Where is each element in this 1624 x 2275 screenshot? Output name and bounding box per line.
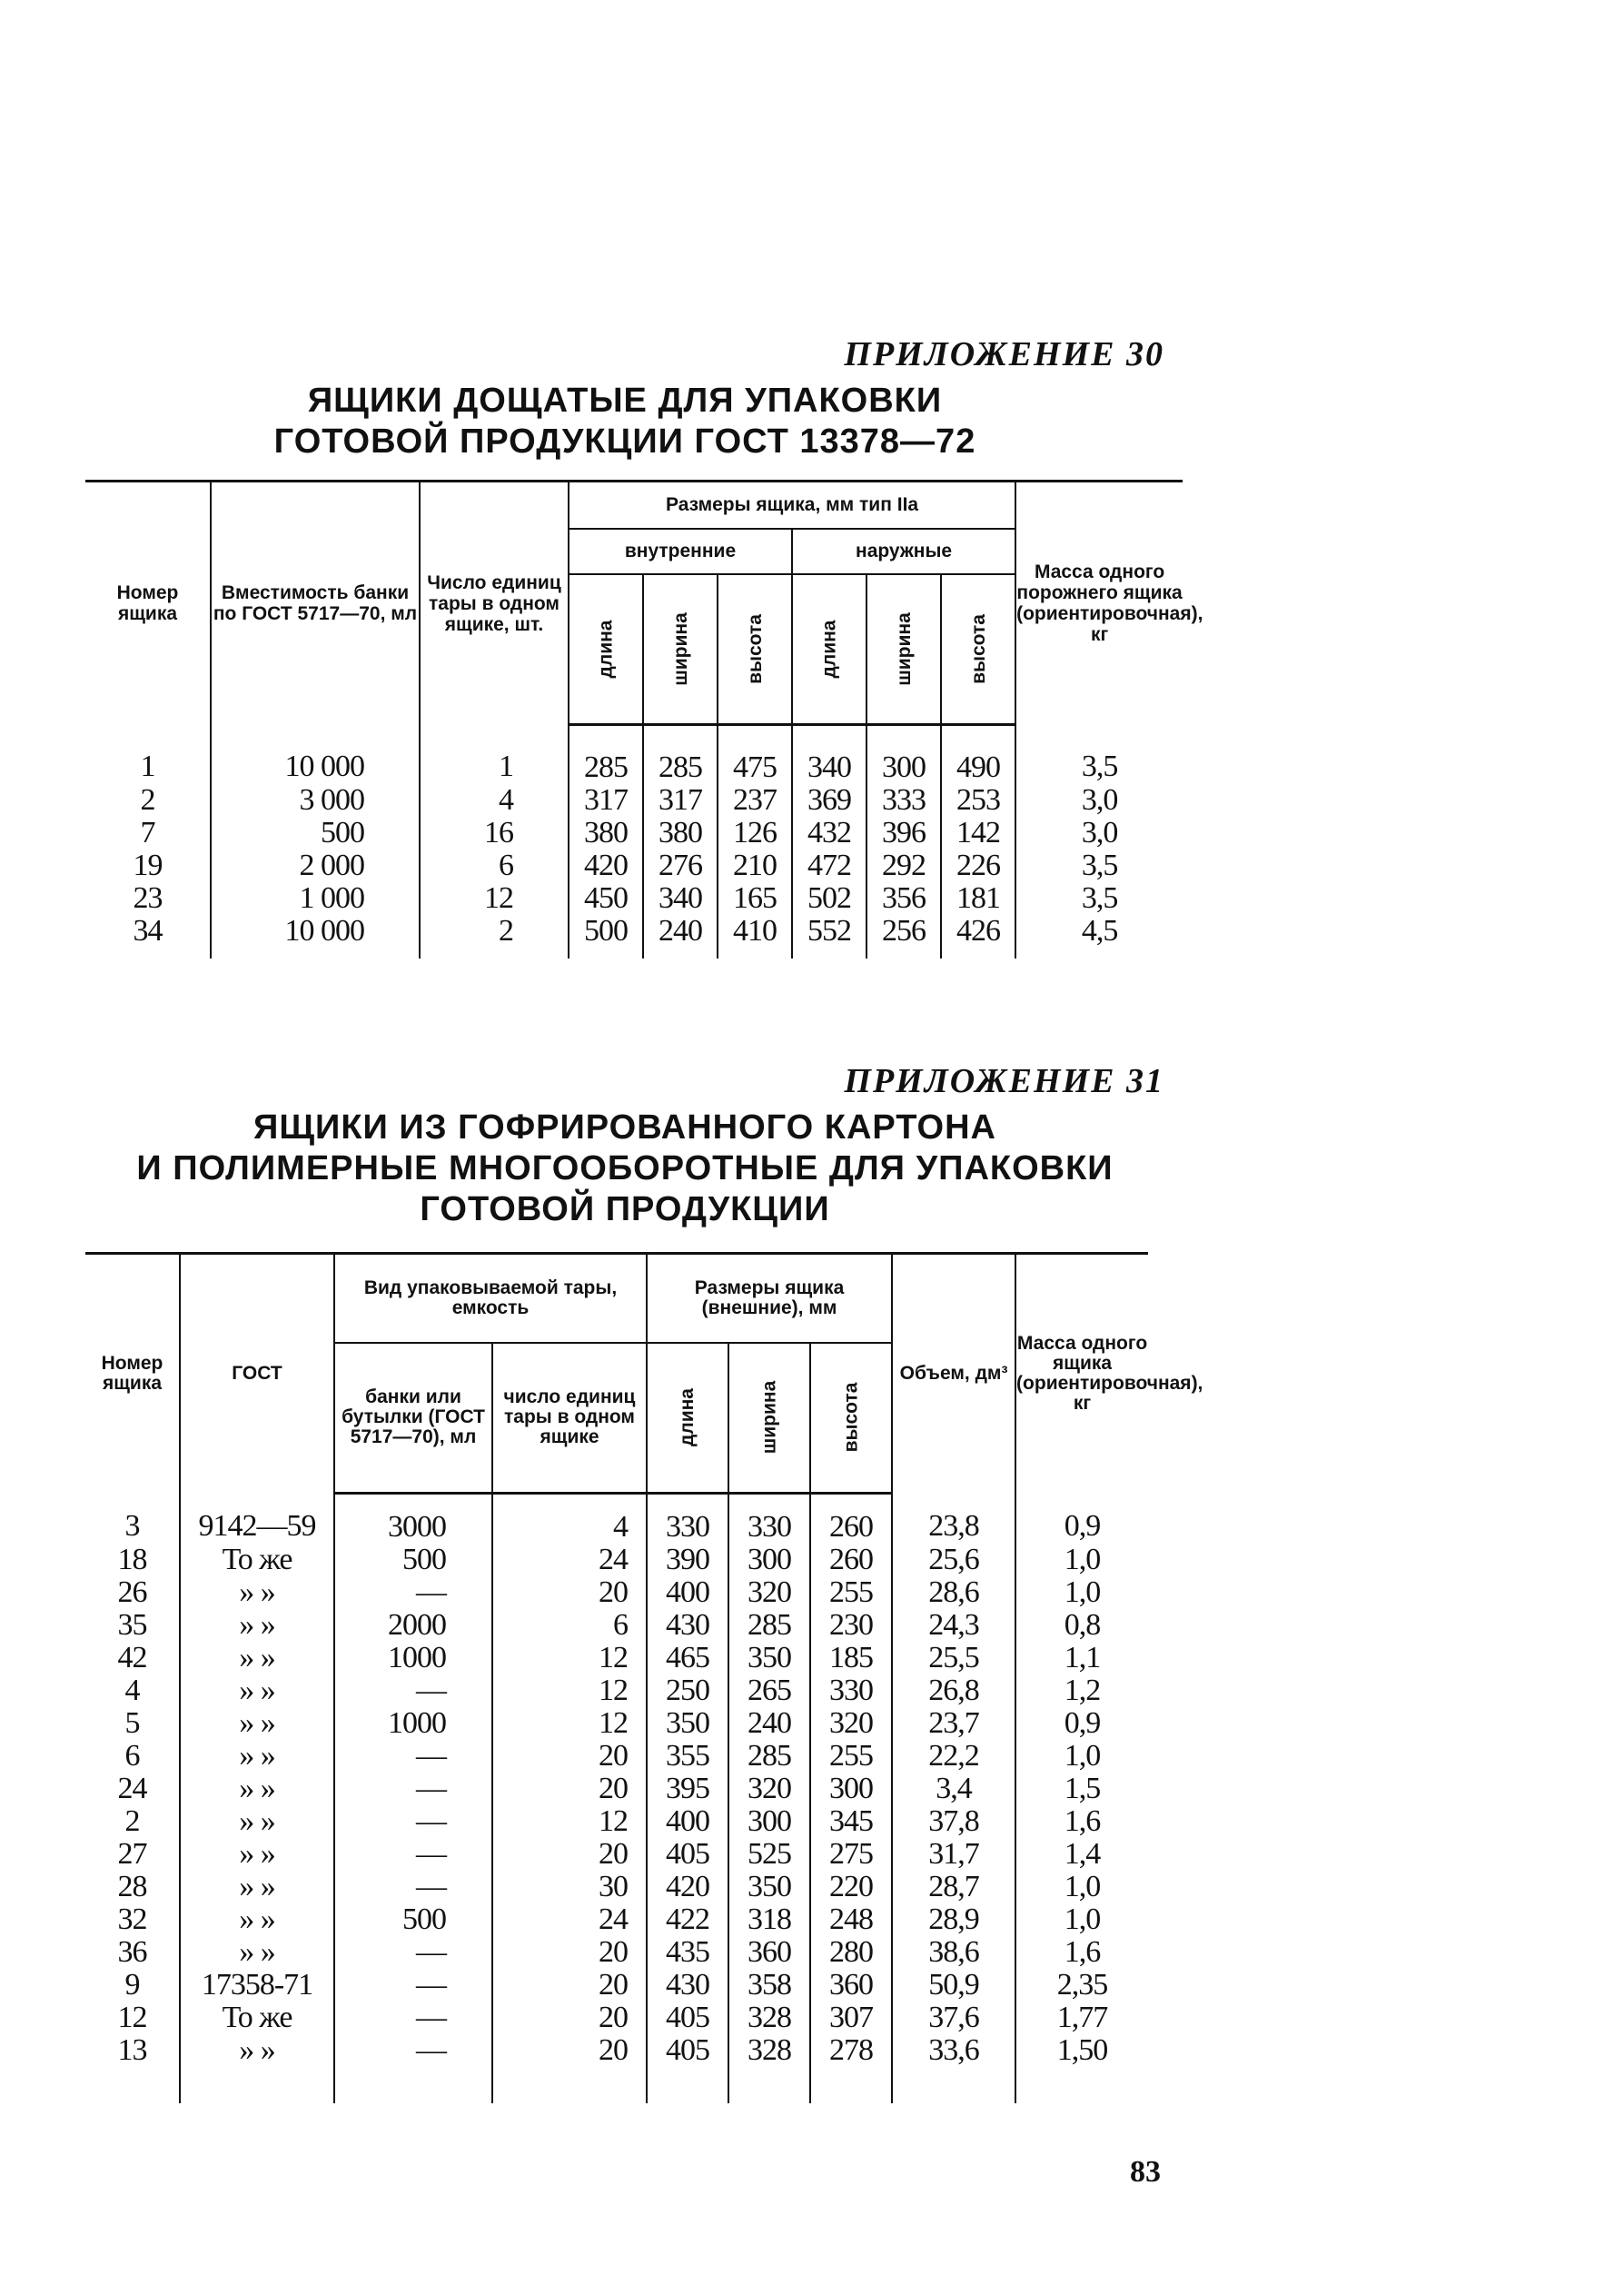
table-cell: 10 000 <box>211 725 420 785</box>
table-cell: 1,50 <box>1015 2034 1148 2103</box>
table-cell: 0,8 <box>1015 1609 1148 1642</box>
table-cell: 355 <box>647 1740 728 1773</box>
table-cell: 185 <box>810 1642 892 1674</box>
table-cell: 260 <box>810 1544 892 1576</box>
table-cell: 405 <box>647 2034 728 2103</box>
table-cell: 10 000 <box>211 915 420 959</box>
table-cell: 2 <box>124 1804 140 1838</box>
table-cell: 9142—59 <box>180 1494 334 1545</box>
table-cell: 20 <box>492 1838 647 1871</box>
table-cell: 1,5 <box>1015 1773 1148 1805</box>
table-cell: 330 <box>647 1494 728 1545</box>
table-cell: 20 <box>492 2034 647 2103</box>
table-cell: 6 <box>492 1609 647 1642</box>
col-header-capacity: Вместимость банки по ГОСТ 5717—70, мл <box>211 482 420 725</box>
table-cell: 226 <box>941 849 1015 882</box>
table-cell: 20 <box>492 2002 647 2034</box>
table-cell: » » <box>180 1674 334 1707</box>
table-cell: 20 <box>492 1969 647 2002</box>
table-cell: 280 <box>810 1936 892 1969</box>
appendix-30-table <box>85 480 1203 959</box>
table-cell: 430 <box>647 1609 728 1642</box>
col-header-mass: Масса одного порожнего ящика (ориентировочная), кг <box>1015 482 1183 725</box>
table-cell: 12 <box>117 2001 147 2034</box>
table-cell: 24 <box>492 1903 647 1936</box>
table-cell: » » <box>180 1903 334 1936</box>
table-cell: 17358-71 <box>180 1969 334 2002</box>
table-cell: — <box>334 1936 492 1969</box>
table-cell: 405 <box>647 2002 728 2034</box>
table-cell: 317 <box>643 784 718 817</box>
table-cell: 422 <box>647 1903 728 1936</box>
table-cell: 1000 <box>334 1642 492 1674</box>
table-cell: 248 <box>810 1903 892 1936</box>
table-cell: 37,8 <box>892 1805 1015 1838</box>
appendix-31-title-line2: И ПОЛИМЕРНЫЕ МНОГООБОРОТНЫЕ ДЛЯ УПАКОВКИ <box>136 1149 1114 1187</box>
table-cell: 1,0 <box>1015 1544 1148 1576</box>
table-cell: 28,9 <box>892 1903 1015 1936</box>
table-cell: 165 <box>718 882 792 915</box>
table-cell: 4 <box>492 1494 647 1545</box>
table-cell: » » <box>180 1740 334 1773</box>
table-row <box>85 1838 1148 1871</box>
table-cell: 369 <box>792 784 866 817</box>
table-cell: То же <box>180 1544 334 1576</box>
table-cell: 1000 <box>334 1707 492 1740</box>
table-cell: » » <box>180 2034 334 2103</box>
table-cell: 31,7 <box>892 1838 1015 1871</box>
table-cell: 300 <box>728 1544 810 1576</box>
appendix-30-table-body <box>85 725 1183 959</box>
table-cell: 395 <box>647 1773 728 1805</box>
table-cell: 420 <box>569 849 643 882</box>
table-cell: 380 <box>569 817 643 849</box>
table-row <box>85 1740 1148 1773</box>
appendix-31-title-line3: ГОТОВОЙ ПРОДУКЦИИ <box>420 1190 830 1228</box>
table-row <box>85 817 1183 849</box>
table-cell: 292 <box>866 849 941 882</box>
table-cell: 275 <box>810 1838 892 1871</box>
col-header-units: Число единиц тары в одном ящике, шт. <box>420 482 569 725</box>
table-cell: 256 <box>866 915 941 959</box>
table-cell: 3,5 <box>1015 882 1183 915</box>
col-header-height-2: высота <box>840 1382 862 1453</box>
table-cell: 430 <box>647 1969 728 2002</box>
table-cell: 3 <box>124 1509 140 1544</box>
table-cell: 2 <box>140 783 155 817</box>
table-row <box>85 915 1183 959</box>
table-cell: 420 <box>647 1871 728 1903</box>
col-header-cans: банки или бутылки (ГОСТ 5717—70), мл <box>334 1343 492 1494</box>
table-cell: 253 <box>941 784 1015 817</box>
table-cell: 1,0 <box>1015 1903 1148 1936</box>
table-row <box>85 2002 1148 2034</box>
table-cell: 3,0 <box>1015 817 1183 849</box>
table-row <box>85 1936 1148 1969</box>
table-cell: 1 <box>420 725 569 785</box>
table-row <box>85 784 1183 817</box>
col-header-outer-height: высота <box>967 613 989 684</box>
table-cell: 2,35 <box>1015 1969 1148 2002</box>
table-row <box>85 2034 1148 2103</box>
table-cell: 340 <box>792 725 866 785</box>
table-cell: 333 <box>866 784 941 817</box>
table-cell: 426 <box>941 915 1015 959</box>
table-cell: 240 <box>728 1707 810 1740</box>
table-cell: 3,5 <box>1015 849 1183 882</box>
col-header-inner-height: высота <box>744 613 766 684</box>
appendix-30-label: ПРИЛОЖЕНИЕ 30 <box>844 335 1164 373</box>
table-cell: 502 <box>792 882 866 915</box>
table-cell: 30 <box>492 1871 647 1903</box>
table-cell: 12 <box>492 1642 647 1674</box>
table-cell: 3 000 <box>211 784 420 817</box>
table-cell: 435 <box>647 1936 728 1969</box>
table-cell: 400 <box>647 1805 728 1838</box>
table-cell: 350 <box>728 1642 810 1674</box>
table-cell: » » <box>180 1838 334 1871</box>
table-cell: То же <box>180 2002 334 2034</box>
table-cell: 1,0 <box>1015 1576 1148 1609</box>
table-row <box>85 1969 1148 2002</box>
table-cell: — <box>334 1805 492 1838</box>
table-cell: 28 <box>117 1870 147 1903</box>
table-cell: 265 <box>728 1674 810 1707</box>
table-cell: 240 <box>643 915 718 959</box>
table-cell: 36 <box>117 1935 147 1969</box>
table-row <box>85 1773 1148 1805</box>
table-cell: 2000 <box>334 1609 492 1642</box>
table-row <box>85 1871 1148 1903</box>
table-cell: 285 <box>643 725 718 785</box>
table-cell: 24,3 <box>892 1609 1015 1642</box>
table-cell: — <box>334 1674 492 1707</box>
table-cell: 250 <box>647 1674 728 1707</box>
table-cell: 405 <box>647 1838 728 1871</box>
table-cell: 23 <box>133 881 163 915</box>
table-row <box>85 849 1183 882</box>
appendix-31-table-body <box>85 1494 1148 2104</box>
table-cell: » » <box>180 1805 334 1838</box>
table-row <box>85 1494 1148 1545</box>
table-cell: — <box>334 1576 492 1609</box>
table-cell: 356 <box>866 882 941 915</box>
table-row <box>85 1674 1148 1707</box>
table-cell: 500 <box>334 1903 492 1936</box>
table-cell: 33,6 <box>892 2034 1015 2103</box>
table-cell: » » <box>180 1576 334 1609</box>
col-header-box-number-2: Номер ящика <box>85 1254 180 1494</box>
table-cell: 380 <box>643 817 718 849</box>
table-cell: 300 <box>728 1805 810 1838</box>
table-cell: 475 <box>718 725 792 785</box>
col-header-inner-length: длина <box>595 620 617 679</box>
table-cell: 12 <box>492 1707 647 1740</box>
table-cell: 396 <box>866 817 941 849</box>
table-cell: 465 <box>647 1642 728 1674</box>
table-cell: 220 <box>810 1871 892 1903</box>
table-cell: 472 <box>792 849 866 882</box>
table-cell: 38,6 <box>892 1936 1015 1969</box>
table-cell: — <box>334 1838 492 1871</box>
table-cell: 328 <box>728 2002 810 2034</box>
table-cell: 330 <box>810 1674 892 1707</box>
table-cell: » » <box>180 1609 334 1642</box>
table-cell: 390 <box>647 1544 728 1576</box>
table-cell: 1,1 <box>1015 1642 1148 1674</box>
table-cell: 42 <box>117 1641 147 1674</box>
table-cell: 35 <box>117 1608 147 1642</box>
table-cell: 1,4 <box>1015 1838 1148 1871</box>
table-cell: 260 <box>810 1494 892 1545</box>
table-cell: 360 <box>728 1936 810 1969</box>
table-cell: 6 <box>420 849 569 882</box>
table-cell: 20 <box>492 1740 647 1773</box>
table-cell: 500 <box>211 817 420 849</box>
col-header-volume: Объем, дм³ <box>892 1254 1015 1494</box>
col-header-inner-width: ширина <box>669 611 691 686</box>
table-cell: 450 <box>569 882 643 915</box>
table-cell: 552 <box>792 915 866 959</box>
table-cell: 24 <box>492 1544 647 1576</box>
table-cell: 276 <box>643 849 718 882</box>
table-cell: 25,6 <box>892 1544 1015 1576</box>
table-cell: 3,5 <box>1015 725 1183 785</box>
table-row <box>85 1609 1148 1642</box>
col-header-length-2: длина <box>677 1388 698 1447</box>
table-cell: 5 <box>124 1706 140 1740</box>
col-header-box-number: Номер ящика <box>85 482 211 725</box>
col-header-inner: внутренние <box>569 529 792 574</box>
table-cell: 28,7 <box>892 1871 1015 1903</box>
table-cell: 25,5 <box>892 1642 1015 1674</box>
appendix-30-title-line2: ГОТОВОЙ ПРОДУКЦИИ ГОСТ 13378—72 <box>273 422 976 461</box>
table-cell: 255 <box>810 1740 892 1773</box>
table-cell: — <box>334 2034 492 2103</box>
table-row <box>85 1903 1148 1936</box>
table-row <box>85 725 1183 785</box>
table-cell: 23,7 <box>892 1707 1015 1740</box>
table-cell: — <box>334 2002 492 2034</box>
table-cell: 340 <box>643 882 718 915</box>
table-cell: 19 <box>133 849 163 882</box>
table-cell: 0,9 <box>1015 1494 1148 1545</box>
table-cell: » » <box>180 1871 334 1903</box>
table-cell: 358 <box>728 1969 810 2002</box>
table-cell: 18 <box>117 1543 147 1576</box>
table-cell: 12 <box>420 882 569 915</box>
table-cell: 9 <box>124 1968 140 2002</box>
table-cell: 318 <box>728 1903 810 1936</box>
table-cell: » » <box>180 1936 334 1969</box>
table-cell: 2 000 <box>211 849 420 882</box>
table-cell: » » <box>180 1773 334 1805</box>
table-cell: 500 <box>569 915 643 959</box>
table-cell: 37,6 <box>892 2002 1015 2034</box>
col-header-mass-2: Масса одного ящика (ориентировочная), кг <box>1015 1254 1148 1494</box>
table-cell: 1,2 <box>1015 1674 1148 1707</box>
col-header-outer: наружные <box>792 529 1015 574</box>
table-cell: 410 <box>718 915 792 959</box>
table-cell: 20 <box>492 1936 647 1969</box>
table-cell: — <box>334 1773 492 1805</box>
table-cell: 181 <box>941 882 1015 915</box>
col-header-outer-width: ширина <box>893 611 915 686</box>
table-cell: 24 <box>117 1772 147 1805</box>
table-cell: 490 <box>941 725 1015 785</box>
table-cell: 26,8 <box>892 1674 1015 1707</box>
table-cell: 255 <box>810 1576 892 1609</box>
table-cell: 4,5 <box>1015 915 1183 959</box>
table-cell: 4 <box>124 1674 140 1707</box>
col-header-units-2: число единиц тары в одном ящике <box>492 1343 647 1494</box>
table-cell: 4 <box>420 784 569 817</box>
appendix-30-title-line1: ЯЩИКИ ДОЩАТЫЕ ДЛЯ УПАКОВКИ <box>307 382 943 420</box>
table-cell: 16 <box>420 817 569 849</box>
table-cell: 22,2 <box>892 1740 1015 1773</box>
table-cell: 12 <box>492 1674 647 1707</box>
table-cell: 210 <box>718 849 792 882</box>
table-cell: 142 <box>941 817 1015 849</box>
table-cell: 285 <box>728 1740 810 1773</box>
table-cell: 3,4 <box>892 1773 1015 1805</box>
table-cell: 1,0 <box>1015 1871 1148 1903</box>
table-cell: 500 <box>334 1544 492 1576</box>
table-row <box>85 1805 1148 1838</box>
table-cell: 300 <box>810 1773 892 1805</box>
table-cell: 1,6 <box>1015 1805 1148 1838</box>
table-cell: 285 <box>569 725 643 785</box>
table-cell: 237 <box>718 784 792 817</box>
table-cell: 28,6 <box>892 1576 1015 1609</box>
table-cell: 345 <box>810 1805 892 1838</box>
table-cell: 317 <box>569 784 643 817</box>
table-cell: 350 <box>728 1871 810 1903</box>
table-cell: 1,6 <box>1015 1936 1148 1969</box>
table-row <box>85 882 1183 915</box>
table-row <box>85 1576 1148 1609</box>
table-cell: 278 <box>810 2034 892 2103</box>
appendix-31-label: ПРИЛОЖЕНИЕ 31 <box>844 1062 1164 1100</box>
table-cell: » » <box>180 1642 334 1674</box>
table-cell: — <box>334 1871 492 1903</box>
table-cell: 7 <box>140 816 155 849</box>
table-cell: 12 <box>492 1805 647 1838</box>
table-cell: 400 <box>647 1576 728 1609</box>
table-cell: 2 <box>420 915 569 959</box>
table-cell: 27 <box>117 1837 147 1871</box>
table-cell: 328 <box>728 2034 810 2103</box>
table-cell: 1,0 <box>1015 1740 1148 1773</box>
table-cell: — <box>334 1740 492 1773</box>
table-cell: 13 <box>117 2033 147 2067</box>
table-cell: 20 <box>492 1576 647 1609</box>
table-cell: 1,77 <box>1015 2002 1148 2034</box>
table-cell: 126 <box>718 817 792 849</box>
table-cell: 50,9 <box>892 1969 1015 2002</box>
table-cell: 432 <box>792 817 866 849</box>
col-header-packed-type: Вид упаковываемой тары, емкость <box>334 1254 647 1343</box>
table-cell: 230 <box>810 1609 892 1642</box>
table-cell: 1 <box>140 750 155 784</box>
appendix-31-table <box>85 1252 1203 2103</box>
page-number: 83 <box>1130 2155 1161 2189</box>
col-header-sizes-2: Размеры ящика (внешние), мм <box>647 1254 892 1343</box>
col-header-width-2: ширина <box>758 1380 780 1455</box>
table-cell: 1 000 <box>211 882 420 915</box>
table-row <box>85 1544 1148 1576</box>
table-cell: 320 <box>728 1773 810 1805</box>
table-cell: 6 <box>124 1739 140 1773</box>
table-row <box>85 1707 1148 1740</box>
table-cell: 3,0 <box>1015 784 1183 817</box>
table-cell: 32 <box>117 1902 147 1936</box>
table-cell: — <box>334 1969 492 2002</box>
col-header-gost: ГОСТ <box>180 1254 334 1494</box>
table-cell: 3000 <box>334 1494 492 1545</box>
table-cell: 285 <box>728 1609 810 1642</box>
table-cell: 20 <box>492 1773 647 1805</box>
table-cell: 330 <box>728 1494 810 1545</box>
table-cell: 350 <box>647 1707 728 1740</box>
table-cell: 525 <box>728 1838 810 1871</box>
table-cell: 26 <box>117 1575 147 1609</box>
table-cell: 307 <box>810 2002 892 2034</box>
table-cell: 320 <box>810 1707 892 1740</box>
table-cell: 300 <box>866 725 941 785</box>
col-header-outer-length: длина <box>818 620 840 679</box>
table-row <box>85 1642 1148 1674</box>
table-cell: » » <box>180 1707 334 1740</box>
table-cell: 0,9 <box>1015 1707 1148 1740</box>
table-cell: 360 <box>810 1969 892 2002</box>
appendix-31-title-line1: ЯЩИКИ ИЗ ГОФРИРОВАННОГО КАРТОНА <box>253 1108 996 1147</box>
table-cell: 23,8 <box>892 1494 1015 1545</box>
table-cell: 34 <box>133 914 163 948</box>
table-cell: 320 <box>728 1576 810 1609</box>
col-header-sizes: Размеры ящика, мм тип IIa <box>569 482 1015 529</box>
